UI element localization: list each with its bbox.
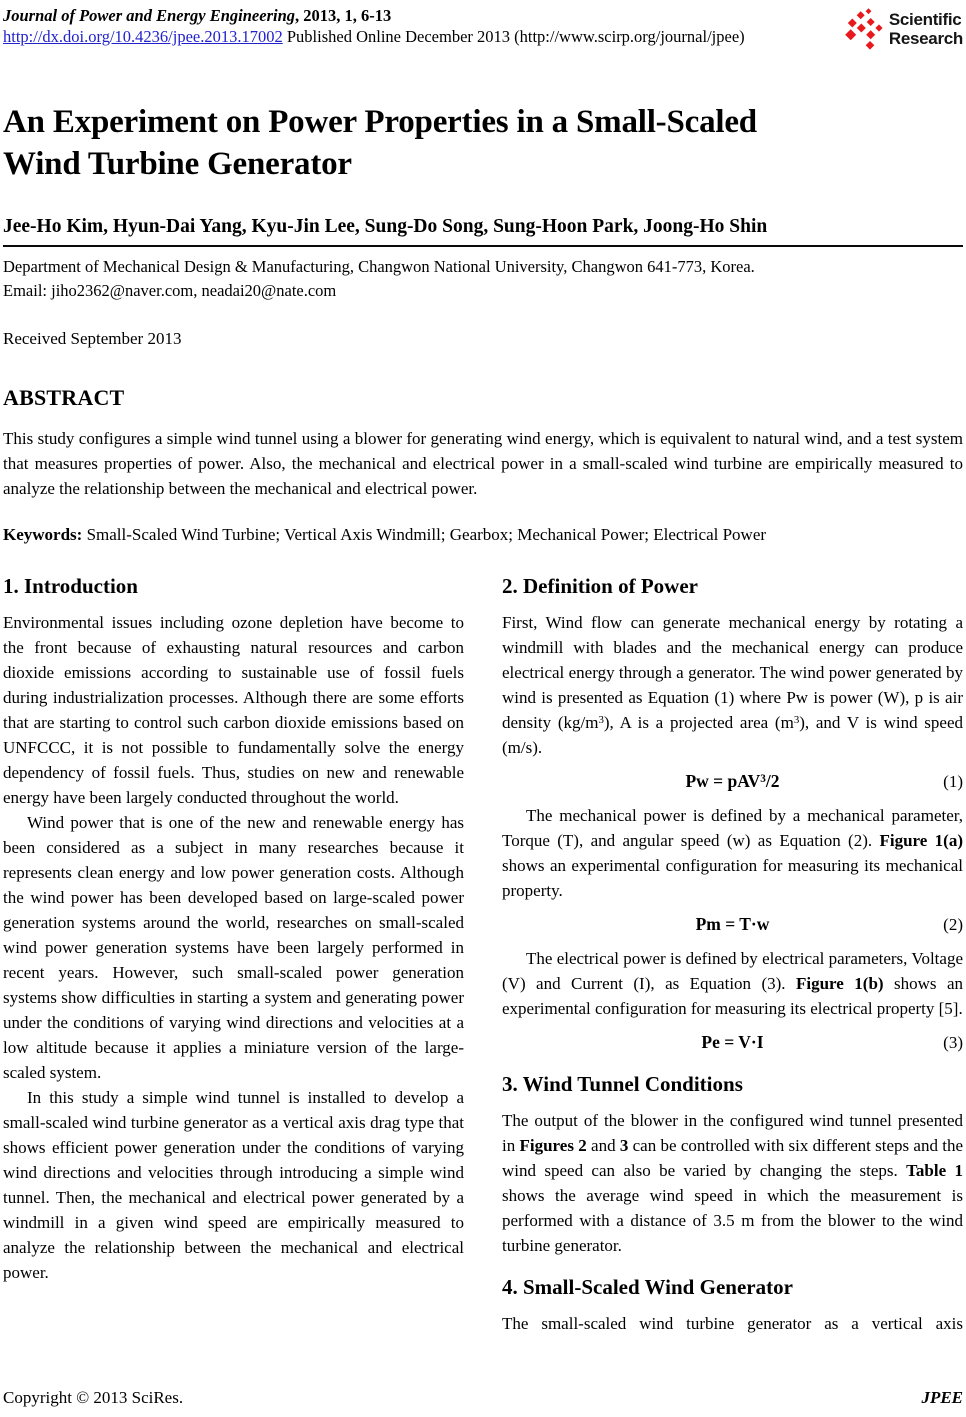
paragraph: The electrical power is defined by electrical parameters, Voltage (V) and Current (I), as Equation (3). Figure 1(b) shows an experimental configuration for measuring its electrical property [5]. xyxy=(502,949,963,1018)
paragraph: In this study a simple wind tunnel is installed to develop a small-scaled wind turbine generator as a vertical axis drag type that shows efficient power generation under the conditions of varying wind directions and velocities through introducing a simple wind tunnel. Then, the mechanical and electrical power generated by a windmill in a given wind speed are empirically measured to analyze the relationship between the mechanical and electrical power. xyxy=(3,1088,464,1282)
journal-abbreviation: JPEE xyxy=(921,1388,963,1407)
logo-text-line2: Research xyxy=(888,29,963,48)
affiliation-text: Department of Mechanical Design & Manufacturing, Changwon National University, Changwon 641-773, Korea. xyxy=(3,257,755,276)
equation-number: (3) xyxy=(943,1033,963,1052)
email-line: Email: jiho2362@naver.com, neadai20@nate.com xyxy=(3,281,337,300)
equation xyxy=(502,769,963,794)
page-title xyxy=(3,101,963,185)
affiliation-block xyxy=(3,255,963,303)
scientific-research-logo xyxy=(844,8,963,52)
doi-link[interactable]: http://dx.doi.org/10.4236/jpee.2013.17002 xyxy=(3,26,283,46)
paragraph: The small-scaled wind turbine generator as a vertical axis xyxy=(502,1314,963,1333)
article-title-line1: An Experiment on Power Properties in a Small-Scaled xyxy=(3,104,757,140)
paragraph: The output of the blower in the configured wind tunnel presented in Figures 2 and 3 can be controlled with six different steps and the wind speed can also be varied by changing the steps. Table 1 shows the average wind speed in which the measurement is performed with a distance of 3.5 m from the blower to the wind turbine generator. xyxy=(502,1111,963,1255)
published-online-text: Published Online December 2013 (http://www.scirp.org/journal/jpee) xyxy=(282,26,745,46)
equation-number: (1) xyxy=(943,772,963,791)
equation-body: Pm = T·w xyxy=(695,914,770,934)
logo-text-line1: Scientific xyxy=(888,10,962,30)
paragraph: Environmental issues including ozone depletion have become to the front because of exhausting natural resources and carbon dioxide emissions according to sustainable use of fossil fuels during industrialization processes. Although there are some efforts that are starting to control such carbon dioxide emissions based on UNFCCC, it is not possible to fundamentally solve the energy dependency of fossil fuels. Thus, studies on new and renewable energy have been largely conducted throughout the world. xyxy=(3,613,464,807)
keywords-label: Keywords: xyxy=(3,525,83,544)
keywords-line xyxy=(3,525,963,545)
received-date: Received September 2013 xyxy=(3,329,182,348)
two-column-body xyxy=(3,574,963,1336)
page-footer xyxy=(3,1388,963,1408)
logo-wordmark xyxy=(889,11,963,48)
journal-title: Journal of Power and Energy Engineering xyxy=(3,6,296,25)
copyright-notice: Copyright © 2013 SciRes. xyxy=(3,1388,184,1407)
equation xyxy=(502,912,963,937)
section-heading: 4. Small-Scaled Wind Generator xyxy=(502,1275,793,1299)
column-right xyxy=(502,574,963,1336)
author-divider xyxy=(3,245,963,247)
article-title-line2: Wind Turbine Generator xyxy=(3,146,352,182)
authors-line: Jee-Ho Kim, Hyun-Dai Yang, Kyu-Jin Lee, Sung-Do Song, Sung-Hoon Park, Joong-Ho Shin xyxy=(3,216,768,237)
journal-header-text xyxy=(3,6,745,47)
abstract-body: This study configures a simple wind tunnel using a blower for generating wind energy, which is equivalent to natural wind, and a test system that measures properties of power. Also, the mechanical and electrical power in a small-scaled wind turbine are empirically measured to analyze the relationship between the mechanical and electrical power. xyxy=(3,429,963,498)
paragraph: The mechanical power is defined by a mechanical parameter, Torque (T), and angular speed (w) as Equation (2). Figure 1(a) shows an experimental configuration for measuring its mechanical property. xyxy=(502,806,964,900)
page-header xyxy=(3,6,963,52)
equation-body: Pw = pAV$^3$/2 xyxy=(685,771,780,791)
column-left xyxy=(3,574,464,1336)
equation-number: (2) xyxy=(943,915,963,934)
equation-body: Pe = V·I xyxy=(701,1032,764,1052)
section-heading: 3. Wind Tunnel Conditions xyxy=(502,1072,743,1096)
paragraph: First, Wind flow can generate mechanical energy by rotating a windmill with blades and the mechanical energy can produce electrical energy through a generator. The wind power generated by wind is presented as Equation (1) where Pw is power (W), p is air density $(kg/m^3)$, A is a projected area $(m^3)$, and V is wind speed (m/s). xyxy=(502,613,964,757)
abstract-heading: ABSTRACT xyxy=(3,385,125,410)
keywords-text: Small-Scaled Wind Turbine; Vertical Axis Windmill; Gearbox; Mechanical Power; Electrical Power xyxy=(82,525,767,544)
journal-issue-meta: , 2013, 1, 6-13 xyxy=(295,6,392,25)
section-heading: 1. Introduction xyxy=(3,574,138,598)
section-heading: 2. Definition of Power xyxy=(502,574,698,598)
paragraph: Wind power that is one of the new and renewable energy has been considered as a subject in many researches because it represents clean energy and low power generation costs. Although the wind power has been developed based on large-scaled power generation systems around the world, researches on small-scaled wind power generation systems have been largely performed in recent years. However, such small-scaled power generation systems show difficulties in starting a system and generating power under the conditions of varying wind directions and velocities at a low altitude because it applies a miniature version of the large-scaled system. xyxy=(3,813,464,1082)
doi-line xyxy=(3,27,745,48)
journal-title-line xyxy=(3,6,745,27)
scirp-diamond-cluster-icon xyxy=(844,8,884,52)
equation xyxy=(502,1030,963,1055)
